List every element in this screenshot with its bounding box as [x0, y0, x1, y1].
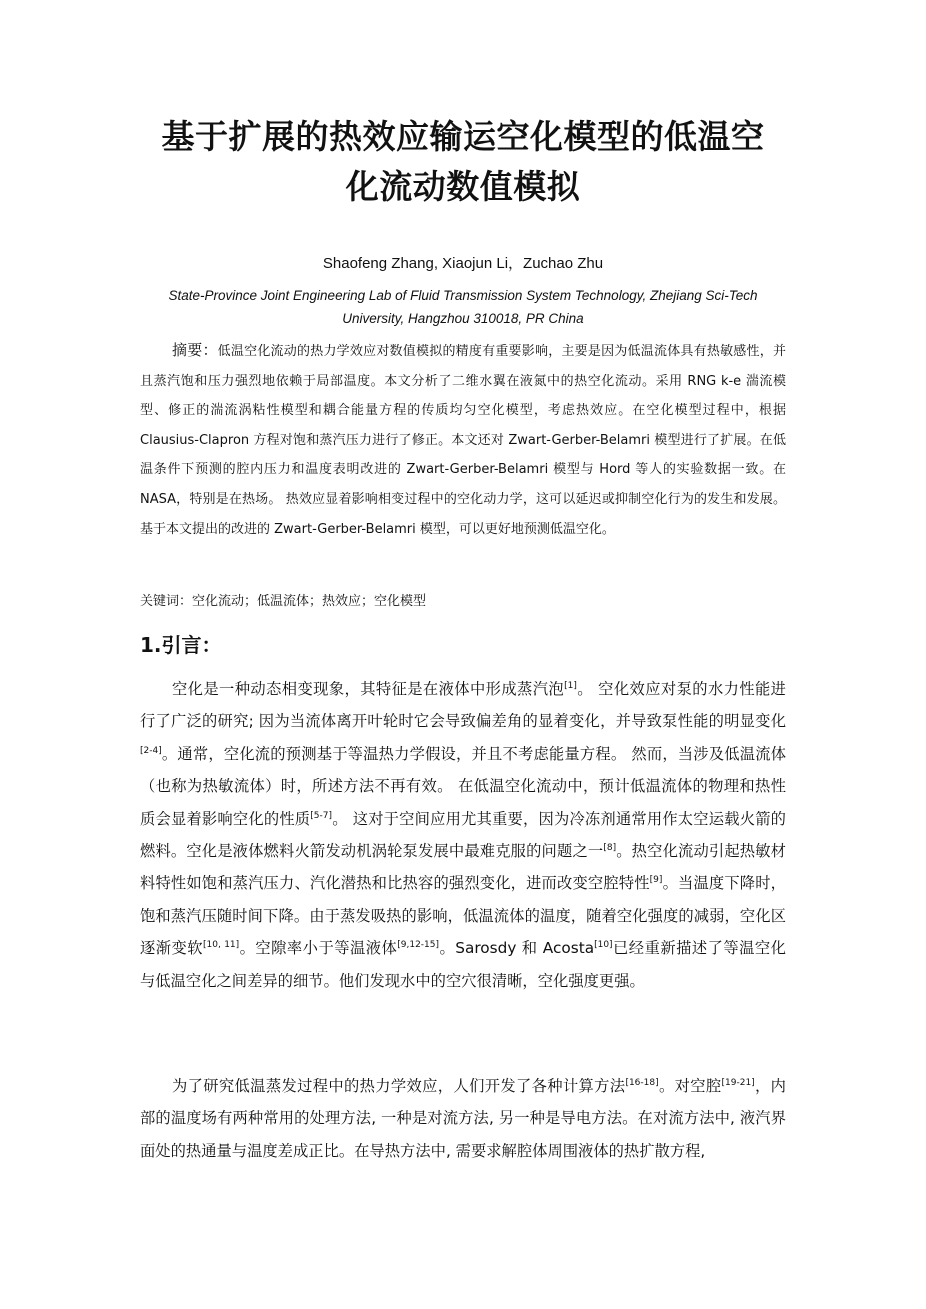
paper-title — [120, 112, 806, 212]
citation[interactable]: [9,12-15] — [397, 940, 440, 951]
citation[interactable]: [10] — [594, 940, 613, 951]
title-line-2: 化流动数值模拟 — [345, 167, 581, 206]
title-line-1: 基于扩展的热效应输运空化模型的低温空 — [161, 117, 765, 156]
text-run: 。对空腔 — [658, 1077, 722, 1095]
citation[interactable]: [1] — [564, 681, 577, 691]
text-run: 。Sarosdy 和 Acosta — [439, 939, 595, 958]
text-run: 已经重新描述了等温空化与低温空化之间差异的细节。他们发现水中的空穴很清晰，空化强度更强。 — [140, 939, 786, 990]
affiliation-line-2: University, Hangzhou 310018, PR China — [342, 311, 584, 326]
affiliation-line-1: State-Province Joint Engineering Lab of Fluid Transmission System Technology, Zhejiang Sci-Tech — [168, 288, 758, 303]
text-run: ，内部的温度场有两种常用的处理方法, 一种是对流方法, 另一种是导电方法。在对流方法中, 液汽界面处的热通量与温度差成正比。在导热方法中, 需要求解腔体周围液体的热扩散方程, — [140, 1077, 786, 1160]
citation[interactable]: [9] — [649, 875, 663, 886]
text-run: 。空隙率小于等温液体 — [239, 939, 398, 958]
text-run: 。当温度下降时，饱和蒸汽压随时间下降。由于蒸发吸热的影响，低温流体的温度，随着空化强度的减弱，空化区逐渐变软 — [140, 874, 786, 958]
keywords: 关键词：空化流动；低温流体；热效应；空化模型 — [140, 594, 427, 609]
text-run: 。 空化效应对泵的水力性能进行了广泛的研究; 因为当流体离开叶轮时它会导致偏差角的显着变化，并导致泵性能的明显变化 — [140, 680, 786, 731]
text-run: 。 这对于空间应用尤其重要，因为冷冻剂通常用作太空运载火箭的燃料。空化是液体燃料火箭发动机涡轮泵发展中最难克服的问题之一 — [140, 809, 786, 861]
citation[interactable]: [5-7] — [310, 810, 333, 821]
citation[interactable]: [8] — [603, 843, 617, 854]
citation[interactable]: [2-4] — [140, 745, 162, 756]
citation[interactable]: [10, 11] — [203, 940, 240, 951]
citation[interactable]: [16-18] — [625, 1078, 659, 1088]
author-list: Shaofeng Zhang, Xiaojun Li，Zuchao Zhu — [322, 255, 604, 272]
introduction-paragraph-2 — [140, 1070, 786, 1167]
abstract-label: 摘要： — [172, 341, 218, 359]
text-run: 。通常，空化流的预测基于等温热力学假设，并且不考虑能量方程。 然而，当涉及低温流体（也称为热敏流体）时，所述方法不再有效。 在低温空化流动中，预计低温流体的物理和热性质会显着影响空化的性质 — [140, 744, 786, 828]
section-heading-introduction: 1.引言： — [140, 633, 222, 657]
text-run: 为了研究低温蒸发过程中的热力学效应，人们开发了各种计算方法 — [172, 1077, 626, 1095]
citation[interactable]: [19-21] — [721, 1078, 755, 1088]
text-run: 空化是一种动态相变现象，其特征是在液体中形成蒸汽泡 — [172, 680, 565, 698]
abstract-text: 低温空化流动的热力学效应对数值模拟的精度有重要影响，主要是因为低温流体具有热敏感性，并且蒸汽饱和压力强烈地依赖于局部温度。本文分析了二维水翼在液氮中的热空化流动。采用 RNG k-e 湍流模型、修正的湍流涡粘性模型和耦合能量方程的传质均匀空化模型，考虑热效应。在空化模型过程中，根据 Clausius-Clapron 方程对饱和蒸汽压力进行了修正。本文还对 Zwart-Gerber-Belamri 模型进行了扩展。在低温条件下预测的腔内压力和温度表明改进的 Zwart-Gerber-Belamri 模型与 Hord 等人的实验数据一致。在 NASA，特别是在热场。 热效应显着影响相变过程中的空化动力学，这可以延迟或抑制空化行为的发生和发展。 基于本文提出的改进的 Zwart-Gerber-Belamri 模型，可以更好地预测低温空化。 — [140, 344, 786, 537]
introduction-paragraph-1 — [140, 673, 786, 997]
abstract — [140, 336, 786, 544]
affiliation — [140, 284, 786, 330]
text-run: 。热空化流动引起热敏材料特性如饱和蒸汽压力、汽化潜热和比热容的强烈变化，进而改变空腔特性 — [140, 842, 786, 893]
